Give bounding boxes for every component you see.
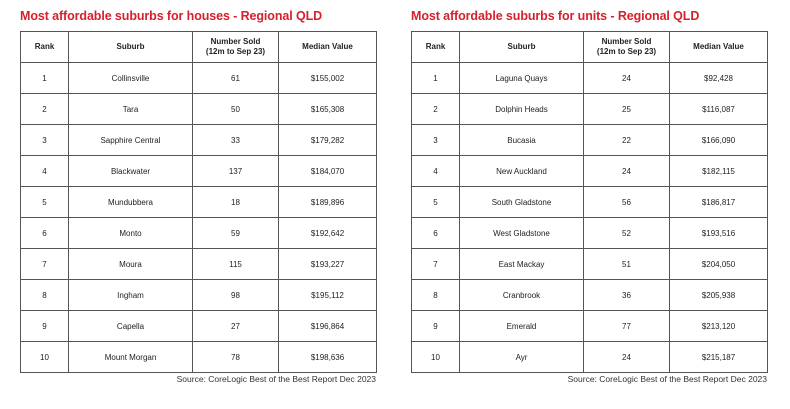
rank-cell: 3 [412,125,460,156]
table-row [21,311,377,342]
number-sold-cell: 115 [193,249,279,280]
rank-header: Rank [412,32,460,63]
number-sold-cell: 22 [584,125,670,156]
rank-header: Rank [21,32,69,63]
suburb-cell: West Gladstone [460,218,584,249]
houses-header-row [21,32,377,63]
suburb-cell: Moura [69,249,193,280]
median-value-cell: $198,636 [279,342,377,373]
suburb-cell: Dolphin Heads [460,94,584,125]
number-sold-cell: 61 [193,63,279,94]
median-value-header: Median Value [279,32,377,63]
rank-cell: 4 [21,156,69,187]
suburb-cell: South Gladstone [460,187,584,218]
median-value-cell: $205,938 [670,280,768,311]
suburb-cell: Mount Morgan [69,342,193,373]
number-sold-cell: 59 [193,218,279,249]
number-sold-cell: 98 [193,280,279,311]
suburb-header: Suburb [460,32,584,63]
median-value-cell: $186,817 [670,187,768,218]
median-value-cell: $204,050 [670,249,768,280]
rank-cell: 7 [412,249,460,280]
table-row [412,249,768,280]
number-sold-cell: 77 [584,311,670,342]
number-sold-header-line2: (12m to Sep 23) [205,47,266,56]
median-value-cell: $166,090 [670,125,768,156]
table-row [21,94,377,125]
number-sold-cell: 18 [193,187,279,218]
rank-cell: 8 [412,280,460,311]
number-sold-cell: 33 [193,125,279,156]
suburb-cell: Capella [69,311,193,342]
table-row [412,63,768,94]
number-sold-cell: 24 [584,156,670,187]
median-value-cell: $155,002 [279,63,377,94]
table-row [21,63,377,94]
suburb-cell: Laguna Quays [460,63,584,94]
rank-cell: 2 [21,94,69,125]
rank-cell: 3 [21,125,69,156]
rank-cell: 4 [412,156,460,187]
median-value-cell: $193,227 [279,249,377,280]
table-row [412,342,768,373]
rank-cell: 6 [21,218,69,249]
suburb-cell: Sapphire Central [69,125,193,156]
table-row [412,94,768,125]
number-sold-header-line2: (12m to Sep 23) [596,47,657,56]
units-header-row [412,32,768,63]
number-sold-cell: 25 [584,94,670,125]
houses-title: Most affordable suburbs for houses - Regional QLD [20,9,323,23]
median-value-cell: $213,120 [670,311,768,342]
median-value-cell: $193,516 [670,218,768,249]
suburb-cell: East Mackay [460,249,584,280]
rank-cell: 9 [412,311,460,342]
suburb-cell: Ayr [460,342,584,373]
number-sold-cell: 27 [193,311,279,342]
rank-cell: 2 [412,94,460,125]
table-row [21,125,377,156]
rank-cell: 5 [412,187,460,218]
houses-table [20,31,377,373]
median-value-cell: $165,308 [279,94,377,125]
houses-table-body [21,63,377,373]
units-table-body [412,63,768,373]
houses-source-note: Source: CoreLogic Best of the Best Report Dec 2023 [176,374,376,384]
rank-cell: 9 [21,311,69,342]
number-sold-header-line1: Number Sold [601,37,652,46]
median-value-cell: $92,428 [670,63,768,94]
number-sold-cell: 24 [584,342,670,373]
number-sold-cell: 24 [584,63,670,94]
units-table [411,31,768,373]
suburb-header: Suburb [69,32,193,63]
number-sold-cell: 52 [584,218,670,249]
rank-cell: 10 [21,342,69,373]
number-sold-cell: 56 [584,187,670,218]
rank-cell: 7 [21,249,69,280]
suburb-cell: Ingham [69,280,193,311]
suburb-cell: Emerald [460,311,584,342]
number-sold-header [193,32,279,63]
rank-cell: 10 [412,342,460,373]
rank-cell: 6 [412,218,460,249]
number-sold-cell: 51 [584,249,670,280]
table-row [412,125,768,156]
suburb-cell: Collinsville [69,63,193,94]
rank-cell: 1 [412,63,460,94]
number-sold-header [584,32,670,63]
table-row [21,249,377,280]
rank-cell: 1 [21,63,69,94]
table-row [21,156,377,187]
table-row [21,342,377,373]
units-source-note: Source: CoreLogic Best of the Best Report Dec 2023 [567,374,767,384]
units-title: Most affordable suburbs for units - Regional QLD [411,9,700,23]
median-value-cell: $215,187 [670,342,768,373]
table-row [21,280,377,311]
median-value-cell: $196,864 [279,311,377,342]
suburb-cell: New Auckland [460,156,584,187]
number-sold-header-line1: Number Sold [210,37,261,46]
table-row [412,218,768,249]
median-value-cell: $184,070 [279,156,377,187]
suburb-cell: Monto [69,218,193,249]
median-value-cell: $116,087 [670,94,768,125]
median-value-header: Median Value [670,32,768,63]
suburb-cell: Bucasia [460,125,584,156]
median-value-cell: $195,112 [279,280,377,311]
suburb-cell: Blackwater [69,156,193,187]
median-value-cell: $179,282 [279,125,377,156]
suburb-cell: Tara [69,94,193,125]
table-row [412,280,768,311]
number-sold-cell: 137 [193,156,279,187]
number-sold-cell: 36 [584,280,670,311]
number-sold-cell: 50 [193,94,279,125]
rank-cell: 5 [21,187,69,218]
rank-cell: 8 [21,280,69,311]
table-row [21,187,377,218]
number-sold-cell: 78 [193,342,279,373]
suburb-cell: Cranbrook [460,280,584,311]
table-row [412,187,768,218]
median-value-cell: $189,896 [279,187,377,218]
table-row [21,218,377,249]
suburb-cell: Mundubbera [69,187,193,218]
median-value-cell: $192,642 [279,218,377,249]
table-row [412,311,768,342]
median-value-cell: $182,115 [670,156,768,187]
table-row [412,156,768,187]
